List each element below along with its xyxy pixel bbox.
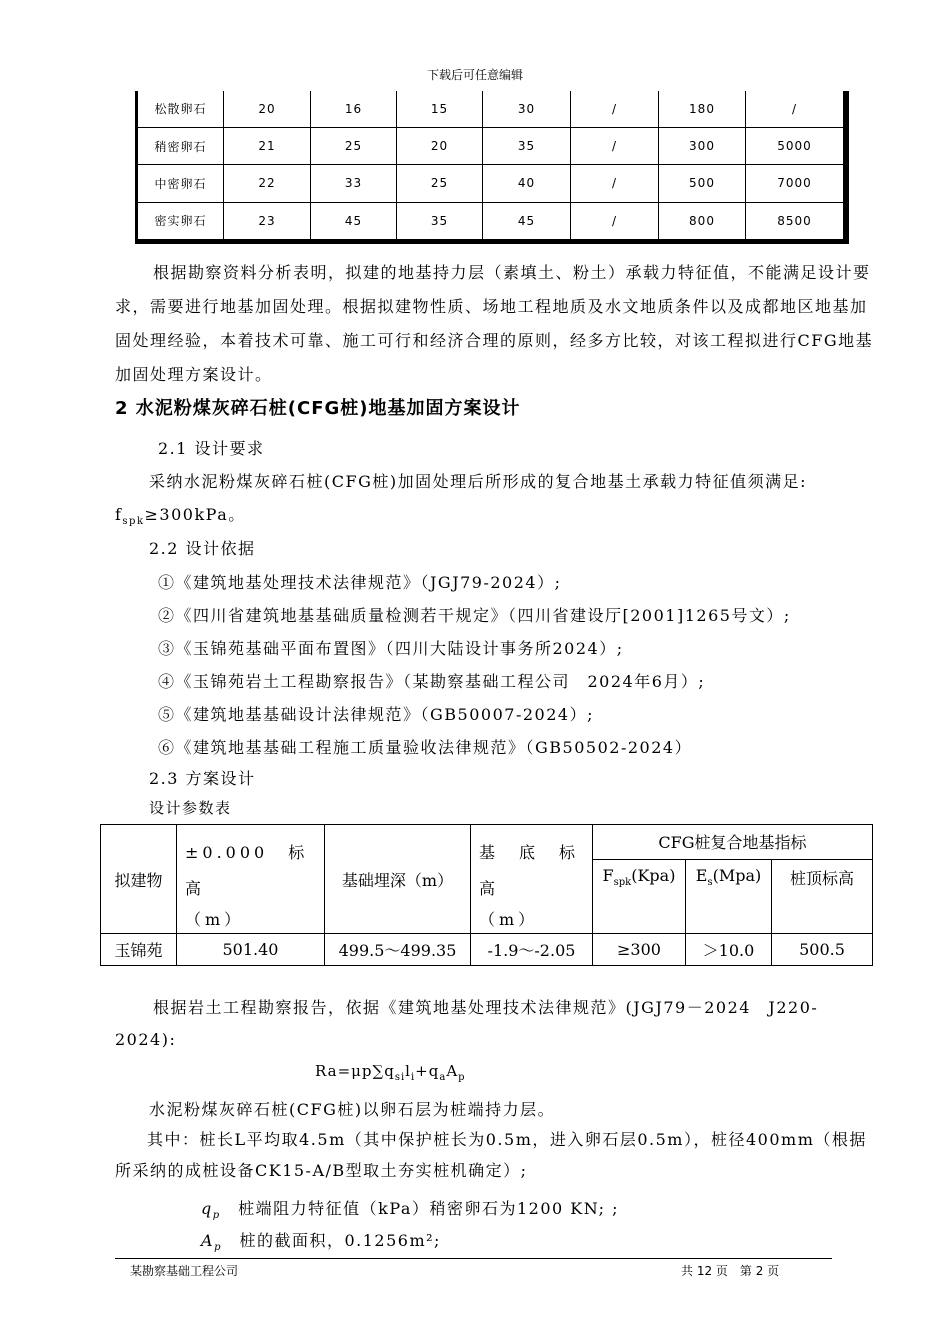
reference-item: ③《玉锦苑基础平面布置图》（四川大陆设计事务所2024）;: [158, 639, 624, 658]
soil-table-cell: 45: [311, 202, 397, 239]
pile-parameters-paragraph: 其中：桩长L平均取4.5m（其中保护桩长为0.5m，进入卵石层0.5m），桩径400mm（根据所采纳的成桩设备CK15-A/B型取土夯实桩机确定）;: [115, 1130, 867, 1180]
header-es: $E_s(Mpa)$: [686, 859, 772, 933]
design-param-table: [100, 824, 873, 961]
soil-table-cell: 40: [483, 165, 571, 202]
header-building: 拟建物: [101, 825, 177, 934]
soil-table-row: [138, 91, 844, 127]
soil-table-cell: 180: [659, 91, 746, 127]
soil-table-cell: 密实卵石: [138, 202, 224, 239]
soil-table-cell: 7000: [746, 165, 844, 202]
basis-paragraph: 根据岩土工程勘察报告，依据《建筑地基处理技术法律规范》(JGJ79－2024 J220-2024):: [115, 998, 819, 1049]
soil-table-row: [138, 165, 844, 202]
header-elevation: ±0.000 标 高 （m）: [177, 825, 325, 934]
section-2-1-title: 2.1 设计要求: [158, 439, 265, 458]
soil-table-cell: 500: [659, 165, 746, 202]
soil-table-cell: /: [571, 91, 659, 127]
cell-depth: 499.5～499.35: [325, 934, 471, 966]
soil-table-row: [138, 202, 844, 239]
soil-table-cell: /: [571, 127, 659, 164]
soil-table-cell: 16: [311, 91, 397, 127]
soil-table-cell: /: [571, 165, 659, 202]
cell-pile-top: 500.5: [772, 934, 873, 966]
section-2-2-title: 2.2 设计依据: [149, 539, 256, 558]
section-2-3-title: 2.3 方案设计: [149, 769, 256, 788]
reference-item: ②《四川省建筑地基基础质量检测若干规定》（四川省建设厅[2001]1265号文）;: [158, 606, 791, 625]
qp-definition: $q_p$ 桩端阻力特征值（kPa）稍密卵石为1200 KN; ;: [201, 1199, 620, 1222]
soil-table-cell: 30: [483, 91, 571, 127]
cell-elevation: 501.40: [177, 934, 325, 966]
soil-table-cell: 35: [397, 202, 483, 239]
soil-table-cell: 20: [224, 91, 311, 127]
soil-table-cell: 800: [659, 202, 746, 239]
soil-table-cell: 20: [397, 127, 483, 164]
cell-building: 玉锦苑: [101, 934, 177, 966]
soil-table-cell: 300: [659, 127, 746, 164]
section-2-title: 2 水泥粉煤灰碎石桩(CFG桩)地基加固方案设计: [115, 398, 521, 419]
soil-table-cell: 21: [224, 127, 311, 164]
footer-company: 某勘察基础工程公司: [130, 1264, 239, 1278]
cell-fspk: ≥300: [593, 934, 686, 966]
soil-table-cell: 中密卵石: [138, 165, 224, 202]
soil-table-cell: /: [746, 91, 844, 127]
header-note: 下载后可任意编辑: [426, 68, 523, 82]
bearing-layer-text: 水泥粉煤灰碎石桩(CFG桩)以卵石层为桩端持力层。: [149, 1100, 556, 1119]
reference-item: ⑥《建筑地基基础工程施工质量验收法律规范》（GB50502-2024）: [158, 738, 693, 757]
soil-table-cell: 25: [397, 165, 483, 202]
soil-table-cell: 15: [397, 91, 483, 127]
reference-item: ⑤《建筑地基基础设计法律规范》（GB50007-2024）;: [158, 705, 594, 724]
design-requirement-value: $f_{spk}\ge 300kPa$。: [115, 505, 246, 528]
soil-table-row: [138, 127, 844, 164]
header-cfg-group: CFG桩复合地基指标: [593, 825, 873, 860]
cell-base-elevation: -1.9～-2.05: [471, 934, 593, 966]
header-foundation-depth: 基础埋深（m）: [325, 825, 471, 934]
footer-page-number: 共 12 页 第 2 页: [681, 1264, 780, 1278]
header-pile-top: 桩顶标高: [772, 859, 873, 933]
ap-definition: $A_p$ 桩的截面积，0.1256m²;: [201, 1231, 441, 1254]
design-requirement-text: 采纳水泥粉煤灰碎石桩(CFG桩)加固处理后所形成的复合地基土承载力特征值须满足:: [149, 472, 808, 491]
soil-table-cell: 25: [311, 127, 397, 164]
param-table-caption: 设计参数表: [149, 799, 232, 817]
soil-table-cell: 23: [224, 202, 311, 239]
soil-table-cell: 35: [483, 127, 571, 164]
bearing-capacity-formula: $Ra=\mu p\sum q_{si}l_i+q_aA_p$: [315, 1062, 466, 1083]
soil-table-cell: /: [571, 202, 659, 239]
cell-es: ＞10.0: [686, 934, 772, 966]
soil-table-cell: 33: [311, 165, 397, 202]
header-base-elevation: 基 底 标 高 （m）: [471, 825, 593, 934]
soil-table: [135, 91, 849, 244]
soil-table-cell: 22: [224, 165, 311, 202]
reference-item: ①《建筑地基处理技术法律规范》（JGJ79-2024）;: [158, 573, 562, 592]
footer-divider: [115, 1258, 832, 1259]
header-fspk: $F_{spk}(Kpa)$: [593, 859, 686, 933]
analysis-paragraph: 根据勘察资料分析表明，拟建的地基持力层（素填土、粉土）承载力特征值，不能满足设计要求，需要进行地基加固处理。根据拟建物性质、场地工程地质及水文地质条件以及成都地区地基加固处理经验，本着技术可靠、施工可行和经济合理的原则，经多方比较，对该工程拟进行CFG地基加固处理方案设计。: [115, 263, 874, 384]
reference-item: ④《玉锦苑岩土工程勘察报告》（某勘察基础工程公司 2024年6月）;: [158, 672, 706, 691]
soil-table-cell: 松散卵石: [138, 91, 224, 127]
soil-table-cell: 稍密卵石: [138, 127, 224, 164]
soil-table-cell: 8500: [746, 202, 844, 239]
soil-table-cell: 45: [483, 202, 571, 239]
soil-table-cell: 5000: [746, 127, 844, 164]
